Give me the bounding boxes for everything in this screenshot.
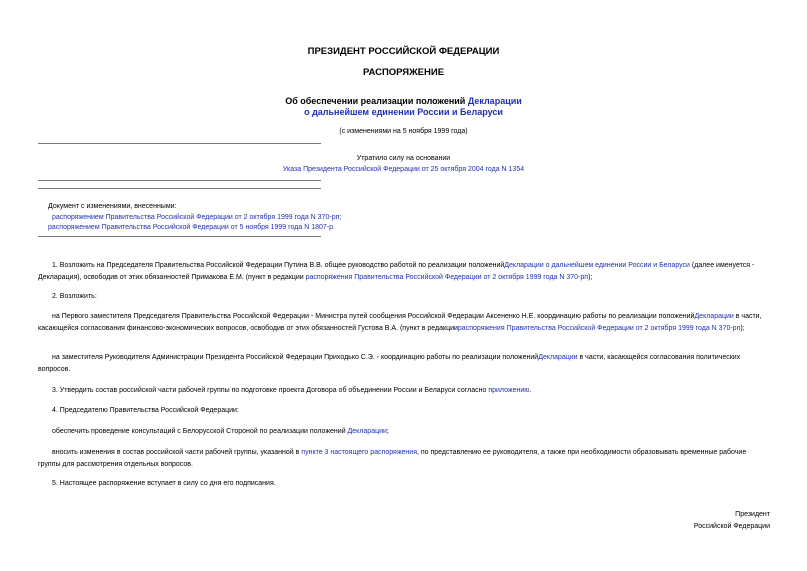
signature-title-line1: Президент <box>735 511 770 518</box>
amendment-link[interactable]: распоряжения Правительства Российской Федерации от 2 октября 1999 года N 370-рп <box>305 273 589 281</box>
paragraph-8 <box>38 447 770 470</box>
paragraph-7 <box>38 426 770 438</box>
appendix-link[interactable]: приложению <box>488 387 530 394</box>
paragraph-1 <box>38 260 770 283</box>
paragraph-text: на Первого заместителя Председателя Правительства Российской Федерации - Министра путей сообщения Российской Федерации Аксененко Н.Е. координацию работы по реализации положений <box>52 313 695 320</box>
divider <box>38 236 321 237</box>
paragraph-2: 2. Возложить: <box>52 293 97 300</box>
lost-force-text: Утратило силу на основании <box>356 155 451 162</box>
paragraph-3 <box>38 311 770 334</box>
paragraph-5 <box>38 385 770 397</box>
changes-intro: Документ с изменениями, внесенными: <box>48 203 177 210</box>
declaration-link[interactable]: Декларации <box>694 313 734 320</box>
paragraph-4 <box>38 352 770 375</box>
paragraph-text: , по представлению ее руководителя, а также при необходимости образовывать временные рабочие группы для рассмотрения отдельных вопросов. <box>38 449 747 468</box>
paragraph-text: в части, касающейся согласования политических вопросов. <box>38 354 741 373</box>
basis-decree-link[interactable]: Указа Президента Российской Федерации от 25 октября 2004 года N 1354 <box>282 166 525 173</box>
title-text: Об обеспечении реализации положений <box>285 96 468 106</box>
paragraph-text: в части, касающейся согласования финансово-экономических вопросов, освободив от этих обязанностей Густова В.А. (пункт в редакции <box>38 313 762 332</box>
declaration-link[interactable]: Декларации <box>538 354 578 361</box>
paragraph-text: ); <box>588 273 593 281</box>
clause-3-link[interactable]: пункте 3 настоящего распоряжения <box>301 449 417 456</box>
paragraph-text: 3. Утвердить состав российской части рабочей группы по подготовке проекта Договора об объединении России и Беларуси согласно <box>52 387 489 394</box>
paragraph-text: вносить изменения в состав российской части рабочей группы, указанной в <box>52 449 302 456</box>
paragraph-text: ; <box>386 428 389 435</box>
document-title <box>0 96 807 106</box>
title-declaration-link-line2[interactable]: о дальнейшем единении России и Беларуси <box>304 107 503 117</box>
paragraph-text: (далее именуется - Декларация), освободив от этих обязанностей Примакова Е.М. (пункт в редакции <box>38 262 755 281</box>
signature-title-line2: Российской Федерации <box>693 522 770 530</box>
paragraph-9: 5. Настоящее распоряжение вступает в силу со дня его подписания. <box>52 480 276 487</box>
signature-block <box>694 509 770 532</box>
issuer-heading: ПРЕЗИДЕНТ РОССИЙСКОЙ ФЕДЕРАЦИИ <box>307 46 500 57</box>
amendment-link[interactable]: распоряжения Правительства Российской Федерации от 2 октября 1999 года N 370-рп <box>457 324 741 332</box>
changes-note: (с изменениями на 5 ноября 1999 года) <box>339 128 468 135</box>
divider <box>38 143 321 144</box>
document-type-heading: РАСПОРЯЖЕНИЕ <box>362 67 445 78</box>
paragraph-text: . <box>529 387 532 394</box>
amendment-link-1[interactable]: распоряжением Правительства Российской Федерации от 2 октября 1999 года N 370-рп; <box>52 214 342 221</box>
paragraph-text: ); <box>740 324 745 332</box>
paragraph-text: обеспечить проведение консультаций с Белорусской Стороной по реализации положений <box>52 428 348 435</box>
divider <box>38 188 321 189</box>
paragraph-text: 1. Возложить на Председателя Правительства Российской Федерации Путина В.В. общее руководство работой по реализации положений <box>52 262 505 269</box>
paragraph-text: на заместителя Руководителя Администрации Президента Российской Федерации Приходько С.Э. - координацию работы по реализации положений <box>52 354 539 361</box>
amendment-link-2[interactable]: распоряжением Правительства Российской Федерации от 5 ноября 1999 года N 1807-р. <box>48 224 335 231</box>
title-declaration-link[interactable]: Декларации <box>467 96 522 106</box>
declaration-link[interactable]: Декларации <box>347 428 387 435</box>
paragraph-6: 4. Председателю Правительства Российской Федерации: <box>52 407 239 414</box>
declaration-link[interactable]: Декларации о дальнейшем единении России и Беларуси <box>504 262 690 269</box>
divider <box>38 180 321 181</box>
